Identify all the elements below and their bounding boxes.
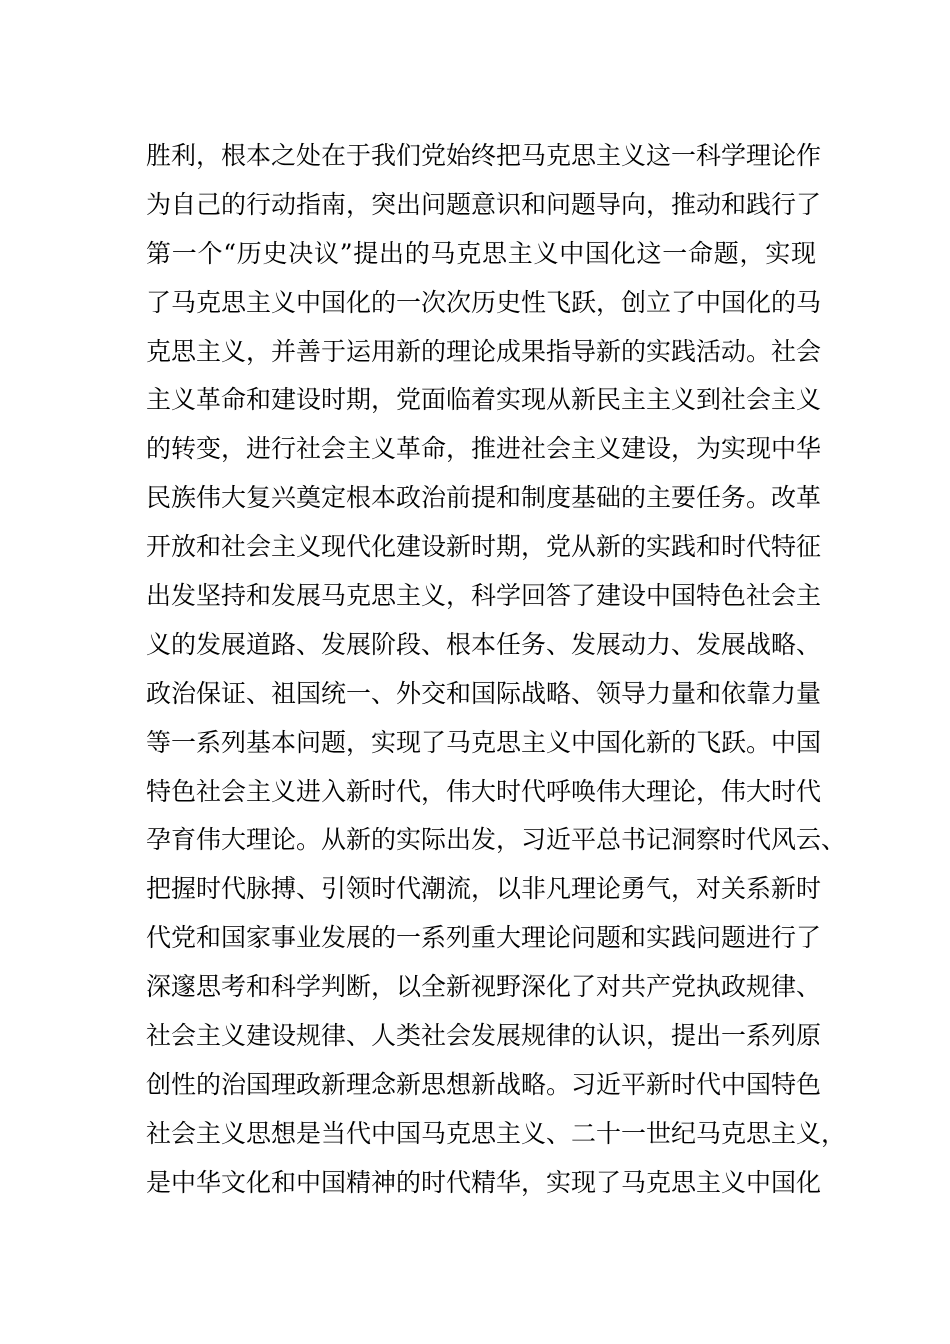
text-line: 胜利，根本之处在于我们党始终把马克思主义这一科学理论作 bbox=[146, 141, 822, 170]
text-line: 是中华文化和中国精神的时代精华，实现了马克思主义中国化 bbox=[146, 1167, 822, 1197]
text-line: 代党和国家事业发展的一系列重大理论问题和实践问题进行了 bbox=[146, 923, 822, 953]
text-line: 克思主义，并善于运用新的理论成果指导新的实践活动。社会 bbox=[146, 336, 822, 366]
text-line: 创性的治国理政新理念新思想新战略。习近平新时代中国特色 bbox=[146, 1069, 822, 1099]
text-line: 社会主义思想是当代中国马克思主义、二十一世纪马克思主义， bbox=[146, 1118, 847, 1148]
text-line: 等一系列基本问题，实现了马克思主义中国化新的飞跃。中国 bbox=[146, 727, 822, 757]
text-line: 第一个“历史决议”提出的马克思主义中国化这一命题，实现 bbox=[146, 238, 816, 268]
text-line: 政治保证、祖国统一、外交和国际战略、领导力量和依靠力量 bbox=[146, 678, 822, 708]
text-line: 民族伟大复兴奠定根本政治前提和制度基础的主要任务。改革 bbox=[146, 483, 822, 513]
text-line: 出发坚持和发展马克思主义，科学回答了建设中国特色社会主 bbox=[146, 581, 822, 611]
text-line: 深邃思考和科学判断，以全新视野深化了对共产党执政规律、 bbox=[146, 972, 822, 1002]
text-line: 孕育伟大理论。从新的实际出发，习近平总书记洞察时代风云、 bbox=[146, 825, 847, 855]
text-line: 的转变，进行社会主义革命，推进社会主义建设，为实现中华 bbox=[146, 434, 822, 464]
text-line: 为自己的行动指南，突出问题意识和问题导向，推动和践行了 bbox=[146, 189, 822, 219]
body-text bbox=[146, 132, 847, 1208]
text-line: 了马克思主义中国化的一次次历史性飞跃，创立了中国化的马 bbox=[146, 287, 822, 317]
text-line: 主义革命和建设时期，党面临着实现从新民主主义到社会主义 bbox=[146, 385, 822, 415]
text-line: 社会主义建设规律、人类社会发展规律的认识，提出一系列原 bbox=[146, 1021, 822, 1051]
text-line: 特色社会主义进入新时代，伟大时代呼唤伟大理论，伟大时代 bbox=[146, 776, 822, 806]
text-line: 把握时代脉搏、引领时代潮流，以非凡理论勇气，对关系新时 bbox=[146, 874, 822, 904]
text-line: 开放和社会主义现代化建设新时期，党从新的实践和时代特征 bbox=[146, 532, 822, 562]
text-line: 义的发展道路、发展阶段、根本任务、发展动力、发展战略、 bbox=[146, 629, 822, 659]
